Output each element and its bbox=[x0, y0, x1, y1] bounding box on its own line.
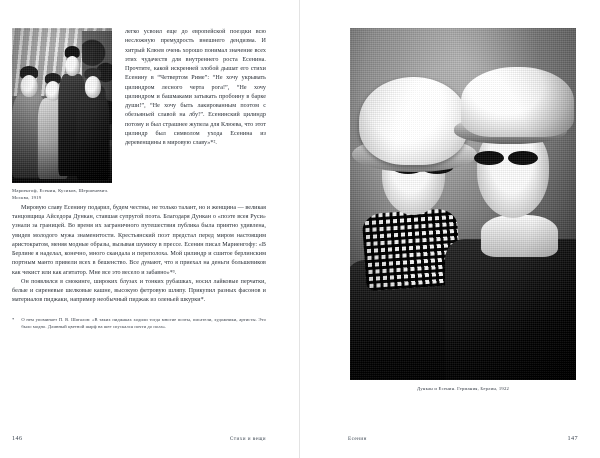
photo-duncan-and-yesenin bbox=[350, 28, 576, 380]
footnote-text: О нем упоминает П. В. Шаталов: «В таких пиджаках ходили тогда многие поэты, писатели, художники, артисты. Это было модно. Длинный цветной шарф на шее спускался почти до пола». bbox=[21, 316, 266, 329]
yesenin-eye-left bbox=[474, 151, 503, 165]
footnote-marker: * bbox=[12, 316, 15, 322]
right-photo-caption: Дункан и Есенин. Германия, Берлин, 1922 bbox=[416, 386, 510, 391]
right-page-folio: 147 bbox=[567, 435, 578, 442]
figure-body bbox=[77, 94, 110, 180]
footnote bbox=[12, 316, 266, 330]
right-page-running-head: Есенин bbox=[348, 436, 367, 442]
right-page bbox=[300, 0, 600, 458]
footnote-block bbox=[12, 316, 266, 330]
left-page-full-width-text bbox=[12, 204, 266, 306]
photo-marienhof-yesenin-kusikov-shershenevich bbox=[12, 28, 112, 183]
yesenin-collar bbox=[481, 215, 558, 257]
duncan-cloche-hat bbox=[359, 77, 467, 165]
left-photo-block bbox=[12, 28, 116, 202]
figure-head bbox=[21, 75, 38, 98]
left-page-side-column bbox=[125, 28, 266, 148]
column-paragraph-continuation: легко усвоил еще до европейской поездки всю несложную премудрость внешнего дендизма. И хитрый Клюев очень хорошо понимал значение всех этих чудачеств для внутреннего роста Есенина. Прочтите, какой искренней злобой дышат его стихи Есенину в “Четвертом Риме”: “Не хочу укрывать цилиндром лесного черта рога!”, “Не хочу цилиндром и башмаками затыкать пробоину в барке души!”, “Не хочу быть лакированным поэтом с обезьяньей славой на лбу!”. Есенинский цилиндр потому и был страшнее жупела для Клюева, что этот цилиндр был символом ухода Есенина из деревенщины в мировую славу»*². bbox=[125, 29, 266, 146]
right-page-footer bbox=[348, 435, 578, 442]
yesenin-peaked-cap bbox=[461, 67, 574, 137]
left-page-folio: 146 bbox=[12, 435, 23, 442]
figure-head bbox=[85, 76, 101, 97]
yesenin-eye-right bbox=[508, 151, 537, 165]
left-page-footer bbox=[12, 435, 266, 442]
right-photo-block bbox=[348, 28, 578, 393]
left-column-text-block bbox=[125, 28, 266, 148]
figure-man-4 bbox=[78, 76, 108, 178]
left-photo-caption: Мариенгоф, Есенин, Кусиков, Шершеневич. Москва, 1919 bbox=[12, 188, 109, 200]
left-page-running-head: Стихи и вещи bbox=[229, 436, 266, 442]
body-paragraph-3: Он появлялся в смокинге, широких блузах и тонких рубашках, носил лайковые перчатки, белые и сиреневые шелковые кашне, высокую фетровую шляпу. Прикупил разных фасонов и материалов пиджаки, например необычный пиджак из оленьей шкурки*. bbox=[12, 278, 266, 304]
figure-head bbox=[65, 56, 79, 76]
yesenin-coat bbox=[445, 239, 576, 380]
body-paragraph-2: Мировую славу Есенину подарил, будем честны, не только талант, но и женщина — великая танцовщица Айседора Дункан, ставшая супругой поэта. Благодаря Дункан о «поэте всея Руси» узнали за границей. Во время их заграничного путешествия публика была приятно удивлена, увидев молодого мужа знаменитости. Крестьянский поэт предстал перед миром настоящим аристократом, меняя модные образы, вызывая шумиху в прессе. Есенин писал Мариенгофу: «В Берлине я наделал, конечно, много скандала и переполоха. Мой цилиндр и сшитое берлинским портным манто привели всех в бешенство. Все думают, что я приехал на деньги большевиков как чекист или как агитатор. Мне все это весело и забавно»*³. bbox=[12, 204, 266, 276]
left-page-top-area bbox=[12, 28, 266, 202]
